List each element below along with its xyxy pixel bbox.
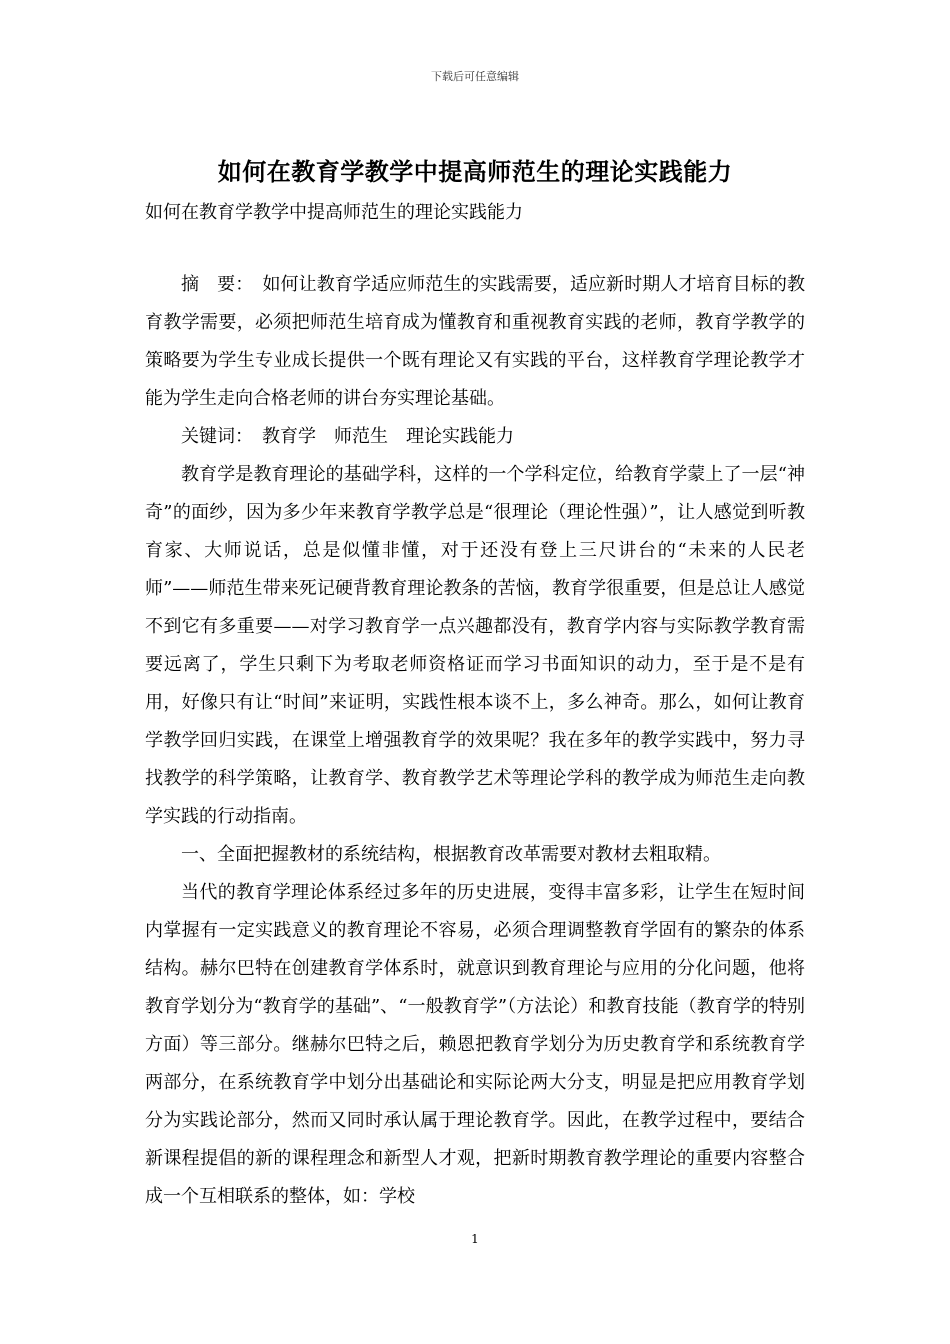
keywords-paragraph: 关键词： 教育学 师范生 理论实践能力 — [181, 426, 514, 447]
page-number: 1 — [471, 1232, 479, 1246]
body-paragraph: 当代的教育学理论体系经过多年的历史进展，变得丰富多彩，让学生在短时间内掌握有一定实践意义的教育理论不容易，必须合理调整教育学固有的繁杂的体系结构。赫尔巴特在创建教育学体系时，就意识到教育理论与应用的分化问题，他将教育学划分为“教育学的基础”、“一般教育学”（方法论）和教育技能（教育学的特别方面）等三部分。继赫尔巴特之后，赖恩把教育学划分为历史教育学和系统教育学两部分，在系统教育学中划分出基础论和实际论两大分支，明显是把应用教育学划分为实践论部分，然而又同时承认属于理论教育学。因此，在教学过程中，要结合新课程提倡的新的课程理念和新型人才观，把新时期教育教学理论的重要内容整合成一个互相联系的整体，如：学校 — [145, 882, 805, 1207]
body-paragraph: 教育学是教育理论的基础学科，这样的一个学科定位，给教育学蒙上了一层“神奇”的面纱，因为多少年来教育学教学总是“很理论（理论性强）”，让人感觉到听教育家、大师说话，总是似懂非懂，对于还没有登上三尺讲台的“未来的人民老师”——师范生带来死记硬背教育理论教条的苦恼，教育学很重要，但是总让人感觉不到它有多重要——对学习教育学一点兴趣都没有，教育学内容与实际教学教育需要远离了，学生只剩下为考取老师资格证而学习书面知识的动力，至于是不是有用，好像只有让“时间”来证明，实践性根本谈不上，多么神奇。那么，如何让教育学教学回归实践，在课堂上增强教育学的效果呢？我在多年的教学实践中，努力寻找教学的科学策略，让教育学、教育教学艺术等理论学科的教学成为师范生走向教学实践的行动指南。 — [145, 464, 805, 827]
document-body — [145, 266, 805, 1216]
section-heading: 一、全面把握教材的系统结构，根据教育改革需要对教材去粗取精。 — [181, 844, 721, 865]
document-subtitle: 如何在教育学教学中提高师范生的理论实践能力 — [145, 202, 523, 223]
header-note: 下载后可任意编辑 — [431, 70, 519, 83]
abstract-paragraph: 摘 要： 如何让教育学适应师范生的实践需要，适应新时期人才培育目标的教育教学需要，必须把师范生培育成为懂教育和重视教育实践的老师，教育学教学的策略要为学生专业成长提供一个既有理论又有实践的平台，这样教育学理论教学才能为学生走向合格老师的讲台夯实理论基础。 — [145, 274, 805, 409]
document-title: 如何在教育学教学中提高师范生的理论实践能力 — [217, 157, 733, 186]
